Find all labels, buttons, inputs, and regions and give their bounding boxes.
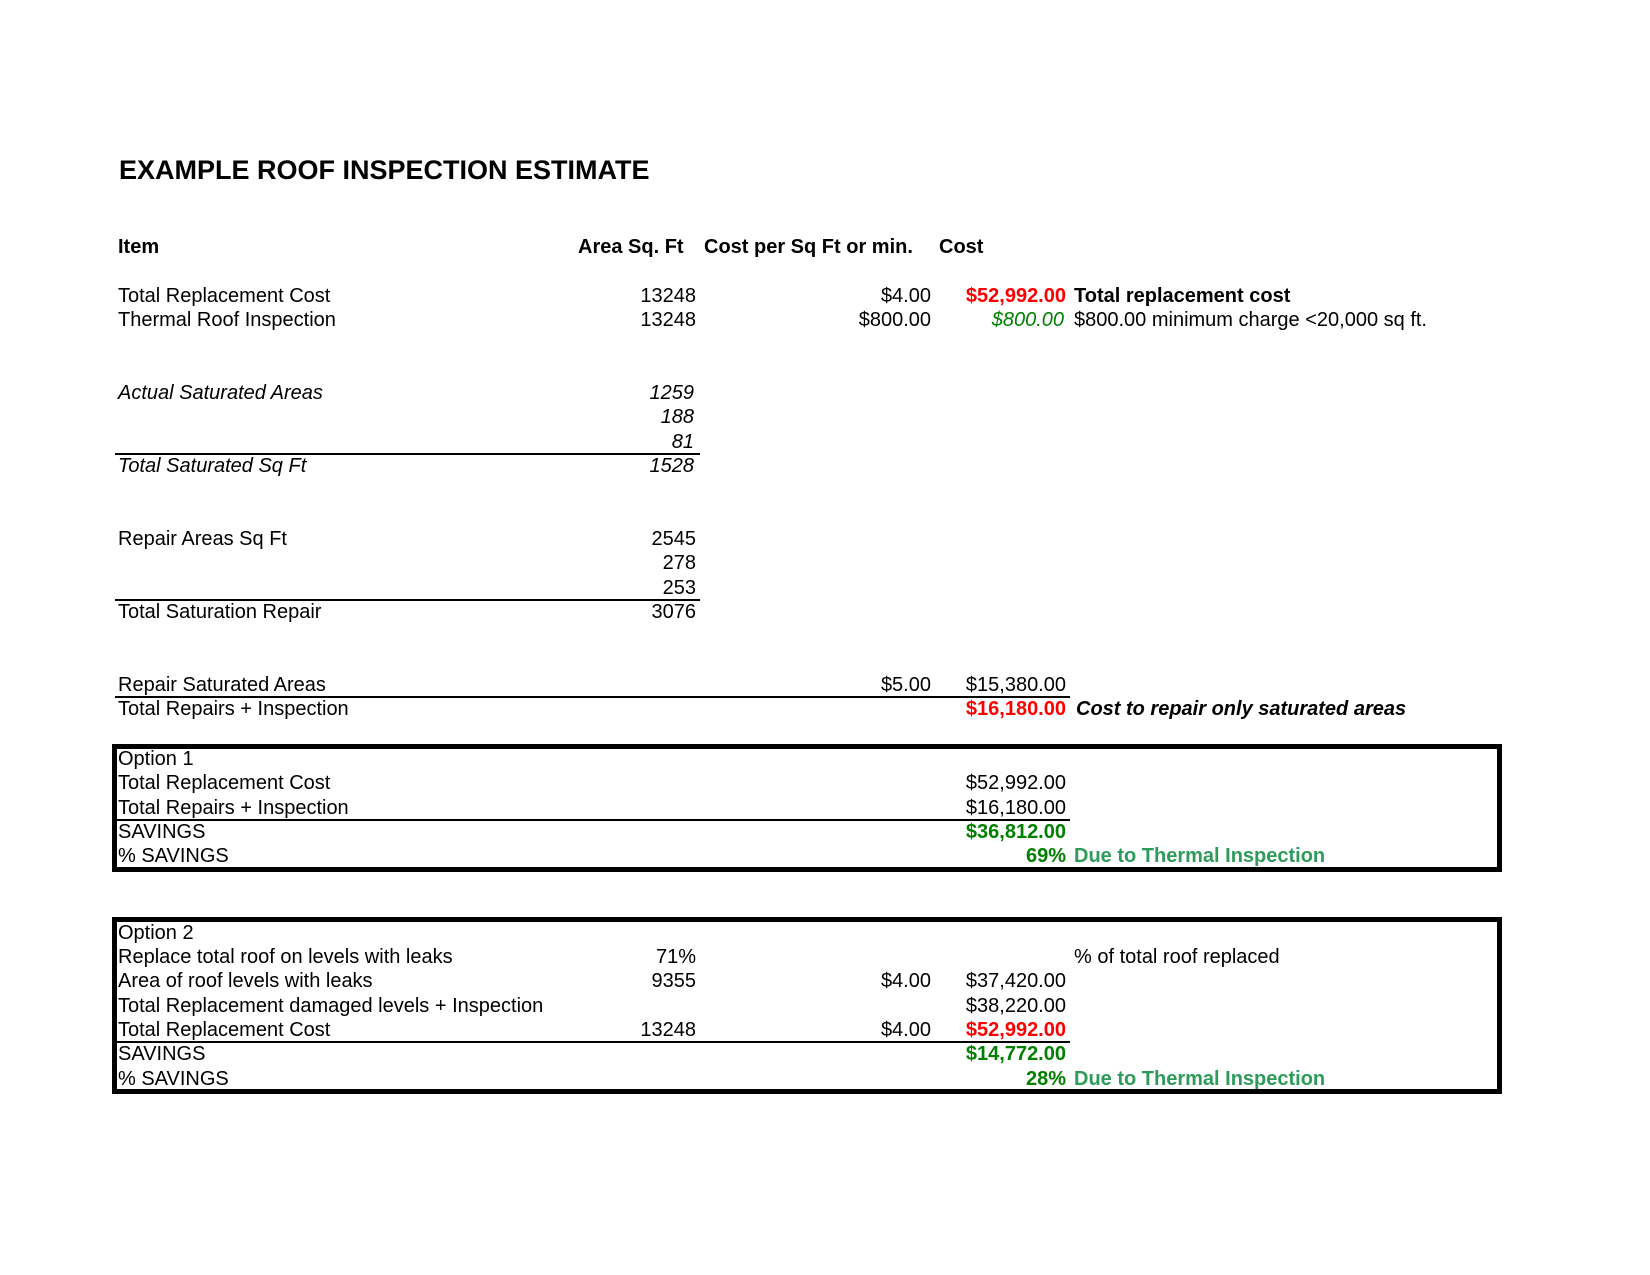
row-note: % of total roof replaced [1074,946,1280,968]
saturated-total-label: Total Saturated Sq Ft [118,455,307,477]
saturated-value: 81 [671,431,694,453]
item-label: Replace total roof on levels with leaks [118,946,453,968]
header-area: Area Sq. Ft [578,236,684,258]
cost-per-value: $4.00 [880,970,931,992]
row-note: Due to Thermal Inspection [1074,845,1326,867]
area-value: 9355 [651,970,696,992]
percent-savings-value: 69% [1025,845,1066,867]
option2-heading: Option 2 [118,922,194,944]
divider [115,819,1070,821]
repair-value: 2545 [651,528,696,550]
saturated-label: Actual Saturated Areas [118,382,323,404]
cost-value: $38,220.00 [965,995,1066,1017]
cost-value: $52,992.00 [965,285,1066,307]
row-note: Total replacement cost [1074,285,1291,307]
cost-value: $16,180.00 [965,698,1066,720]
item-label: Repair Saturated Areas [118,674,326,696]
savings-value: $36,812.00 [965,821,1066,843]
cost-value: $800.00 [991,309,1064,331]
cost-value: $52,992.00 [965,772,1066,794]
divider [115,1041,1070,1043]
repair-value: 253 [662,577,696,599]
page-title: EXAMPLE ROOF INSPECTION ESTIMATE [119,155,650,185]
item-label: SAVINGS [118,821,206,843]
repair-label: Repair Areas Sq Ft [118,528,287,550]
item-label: Total Repairs + Inspection [118,797,349,819]
header-item: Item [118,236,160,258]
cost-value: $52,992.00 [965,1019,1066,1041]
cost-value: $16,180.00 [965,797,1066,819]
cost-per-value: $5.00 [880,674,931,696]
item-label: Total Repairs + Inspection [118,698,349,720]
area-value: 71% [655,946,696,968]
repair-total-value: 3076 [651,601,696,623]
item-label: Area of roof levels with leaks [118,970,373,992]
area-value: 13248 [640,309,696,331]
saturated-value: 1259 [649,382,694,404]
cost-value: $15,380.00 [965,674,1066,696]
item-label: Total Replacement Cost [118,1019,331,1041]
saturated-total-value: 1528 [649,455,694,477]
repair-value: 278 [662,552,696,574]
row-note: $800.00 minimum charge <20,000 sq ft. [1074,309,1427,331]
repair-total-label: Total Saturation Repair [118,601,322,623]
row-note: Cost to repair only saturated areas [1076,698,1407,720]
cost-per-value: $800.00 [858,309,931,331]
item-label: % SAVINGS [118,845,229,867]
item-label: % SAVINGS [118,1068,229,1090]
item-label: Thermal Roof Inspection [118,309,336,331]
row-note: Due to Thermal Inspection [1074,1068,1326,1090]
item-label: Total Replacement damaged levels + Inspection [118,995,544,1017]
area-value: 13248 [640,285,696,307]
cost-per-value: $4.00 [880,1019,931,1041]
saturated-value: 188 [660,406,694,428]
item-label: Total Replacement Cost [118,285,331,307]
item-label: Total Replacement Cost [118,772,331,794]
cost-per-value: $4.00 [880,285,931,307]
area-value: 13248 [640,1019,696,1041]
header-cost: Cost [939,236,984,258]
cost-value: $37,420.00 [965,970,1066,992]
savings-value: $14,772.00 [965,1043,1066,1065]
option1-heading: Option 1 [118,748,194,770]
item-label: SAVINGS [118,1043,206,1065]
percent-savings-value: 28% [1025,1068,1066,1090]
header-cost-per: Cost per Sq Ft or min. [704,236,913,258]
